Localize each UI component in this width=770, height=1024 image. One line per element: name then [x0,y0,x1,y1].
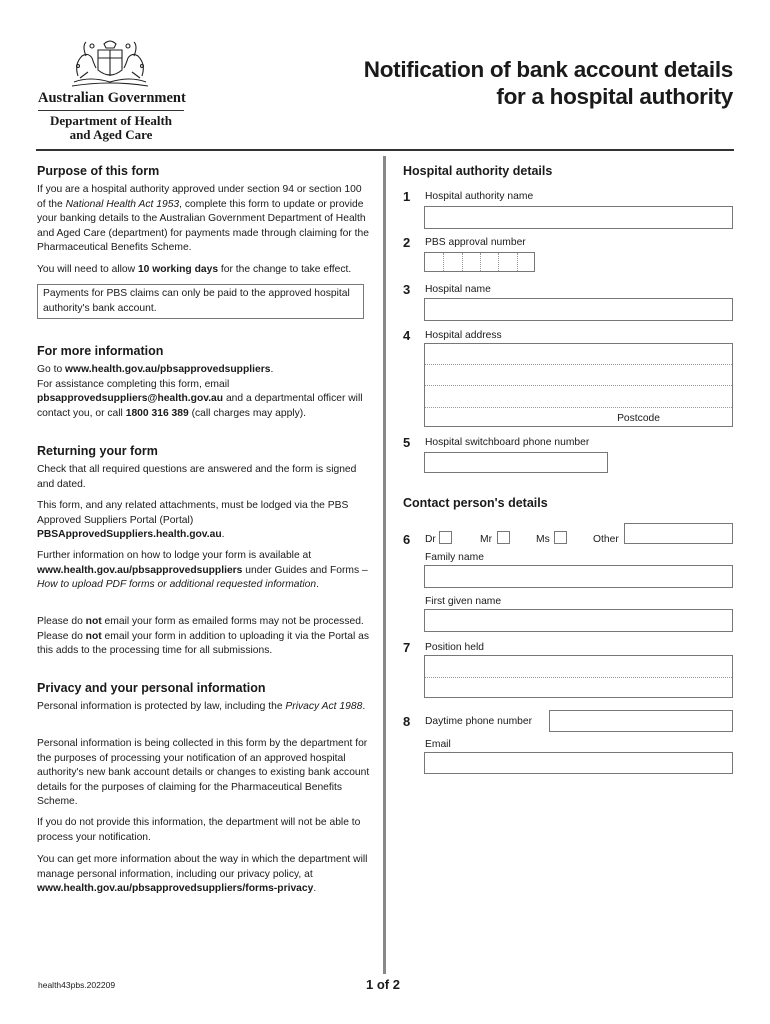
first-given-name-label: First given name [425,596,502,607]
privacy-paragraph-3: If you do not provide this information, the department will not be able to process your notification. [37,817,361,843]
more-info-heading: For more information [37,344,164,358]
hospital-address-input[interactable] [424,343,733,427]
daytime-phone-input[interactable] [549,710,733,732]
question-number: 4 [403,328,411,343]
email-label: Email [425,739,451,750]
form-id: health43pbs.202209 [38,980,116,990]
question-number: 5 [403,435,411,450]
title-other-label: Other [593,534,619,545]
pbs-approval-number-input[interactable] [424,252,535,272]
title-mr-checkbox[interactable] [497,531,510,544]
department-name: Department of Health and Aged Care [49,113,173,142]
payment-note-box: Payments for PBS claims can only be paid to the approved hospital authority's bank account. [37,284,364,319]
government-name: Australian Government [38,90,186,106]
privacy-paragraph-2: Personal information is being collected in this form by the department for the purposes of processing your notification of an approved hospital authority's new bank account details or changes to existing bank account details for the purposes of claiming for the Pharmaceutical Benefits Scheme. [37,738,370,808]
title-dr-checkbox[interactable] [439,531,452,544]
form-title: Notification of bank account details for a hospital authority [363,57,733,109]
returning-paragraph-2: This form, and any related attachments, must be lodged via the PBS Approved Suppliers Portal (Portal) PBSApprovedSuppliers.health.gov.au. [37,500,349,541]
info-email-link[interactable]: pbsapprovedsuppliers@health.gov.au [37,393,224,405]
privacy-paragraph-4: You can get more information about the way in which the department will manage personal information, including our privacy policy, at www.health.gov.au/pbsapprovedsuppliers/forms-privacy. [37,854,368,895]
returning-paragraph-3: Further information on how to lodge your form is available at www.health.gov.au/pbsapprovedsuppliers under Guides and Forms – How to upload PDF forms or additional requested information. [37,550,368,591]
switchboard-phone-input[interactable] [424,452,608,473]
hospital-name-label: Hospital name [425,284,491,295]
privacy-link[interactable]: www.health.gov.au/pbsapprovedsuppliers/forms-privacy [37,883,314,895]
position-held-label: Position held [425,642,484,653]
suppliers-link[interactable]: www.health.gov.au/pbsapprovedsuppliers [37,564,243,576]
hospital-address-label: Hospital address [425,330,502,341]
title-other-input[interactable] [624,523,733,544]
position-held-input[interactable] [424,655,733,698]
question-number: 7 [403,640,411,655]
hospital-details-heading: Hospital authority details [403,164,553,178]
returning-heading: Returning your form [37,444,158,458]
question-number: 2 [403,235,411,250]
question-number: 3 [403,282,411,297]
question-number: 1 [403,189,411,204]
title-mr-label: Mr [480,534,493,545]
page-number: 1 of 2 [366,977,400,992]
postcode-label: Postcode [617,413,660,424]
privacy-heading: Privacy and your personal information [37,681,266,695]
contact-details-heading: Contact person's details [403,496,548,510]
privacy-paragraph-1: Personal information is protected by law, including the Privacy Act 1988. [37,701,366,712]
hospital-authority-name-label: Hospital authority name [425,191,534,202]
hospital-authority-name-input[interactable] [424,206,733,229]
pbs-approval-number-label: PBS approval number [425,237,526,248]
returning-paragraph-4: Please do not email your form as emailed forms may not be processed. Please do not email your form in addition to uploading it via the Portal as this adds to the processing time for all submissions. [37,616,369,657]
email-input[interactable] [424,752,733,774]
first-given-name-input[interactable] [424,609,733,632]
info-url-link[interactable]: www.health.gov.au/pbsapprovedsuppliers [65,364,271,375]
switchboard-phone-label: Hospital switchboard phone number [425,437,590,448]
header-rule [36,149,734,151]
column-divider [383,156,386,974]
purpose-heading: Purpose of this form [37,164,160,178]
portal-link[interactable]: PBSApprovedSuppliers.health.gov.au [37,529,222,541]
question-number: 6 [403,532,411,547]
family-name-input[interactable] [424,565,733,588]
title-ms-checkbox[interactable] [554,531,567,544]
more-info-paragraph: Go to www.health.gov.au/pbsapprovedsuppliers. For assistance completing this form, email pbsapprovedsuppliers@health.gov.au and a departmental officer will contact you, or call 1800 316 389 (call charges may apply). [37,364,363,419]
question-number: 8 [403,714,411,729]
family-name-label: Family name [425,552,484,563]
coat-of-arms-logo [68,36,152,90]
processing-time-paragraph: You will need to allow 10 working days for the change to take effect. [37,264,352,275]
title-dr-label: Dr [425,534,436,545]
daytime-phone-label: Daytime phone number [425,716,533,727]
purpose-paragraph: If you are a hospital authority approved under section 94 or section 100 of the National Health Act 1953, complete this form to update or provide your banking details to the Australian Government Department of Health and Aged Care (department) for payments made through claiming for the Pharmaceutical Benefits Scheme. [37,184,369,254]
divider [38,110,184,111]
hospital-name-input[interactable] [424,298,733,321]
title-ms-label: Ms [536,534,550,545]
returning-paragraph-1: Check that all required questions are answered and the form is signed and dated. [37,464,357,490]
